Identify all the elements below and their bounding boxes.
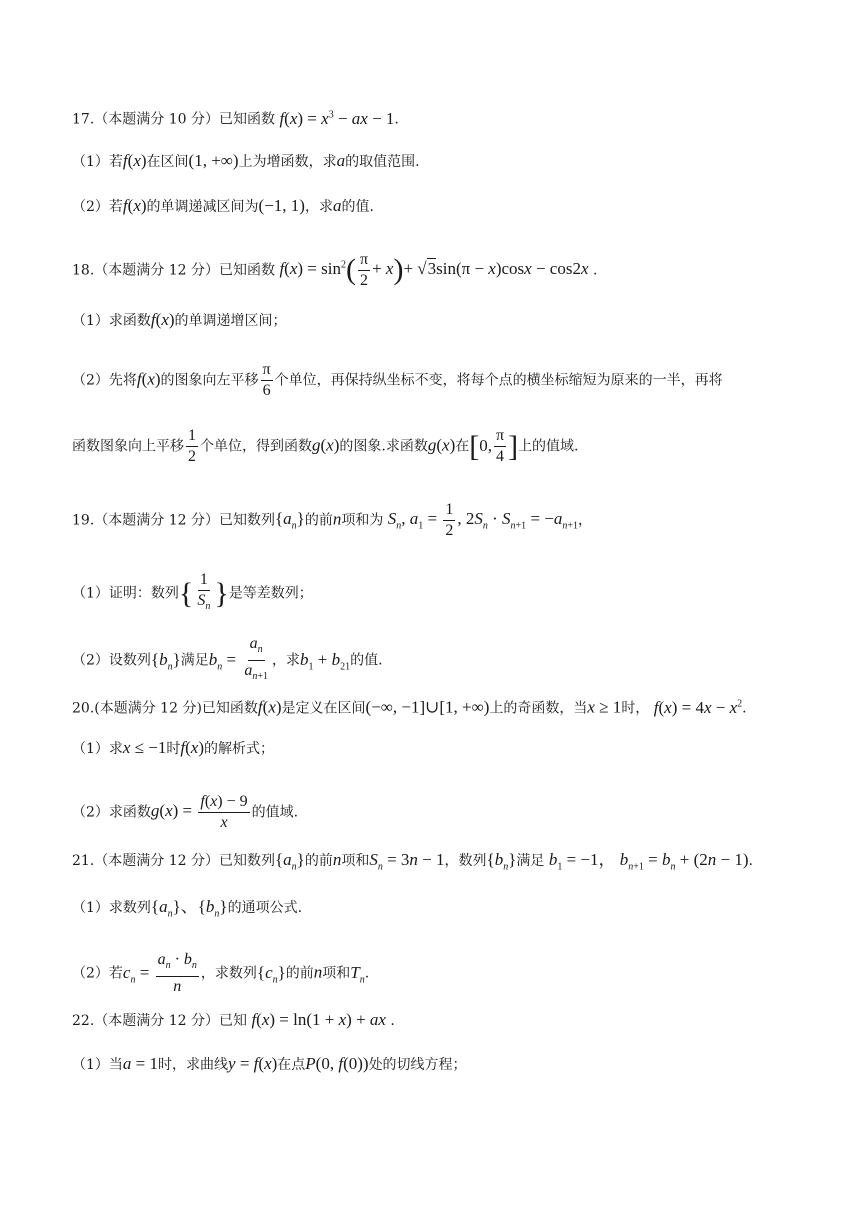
problem-21-part-1: （1）求数列$\{a_n\}$、$\{b_n\}$的通项公式. bbox=[72, 897, 303, 920]
problem-18-part-2: （2）先将f(x)的图象向左平移 $\frac{\pi}{6}$ 个单位，再保持纵坐标不变，将每个点的横坐标缩短为原来的一半，再将 bbox=[72, 361, 723, 399]
problem-17-part-1: （1）若f(x)在区间(1, +∞)上为增函数，求a的取值范围. bbox=[72, 151, 420, 170]
problem-17-header: 17.（本题满分 10 分）已知函数 $f(x) = x^3$ − ax − 1. bbox=[72, 108, 399, 128]
problem-21-part-2: （2）若$c_n$ = $\frac{a_n \cdot b_n}{n}$ ，求数列$\{c_n\}$的前n项和$T_n$. bbox=[72, 951, 370, 996]
problem-17-part-2: （2）若f(x)的单调递减区间为(−1, 1)，求a的值. bbox=[72, 196, 374, 215]
problem-22-part-1: （1）当a = 1时，求曲线y = f(x)在点P(0, f(0))处的切线方程； bbox=[72, 1054, 467, 1073]
problem-20-part-1: （1）求x ≤ −1时f(x)的解析式； bbox=[72, 738, 275, 757]
math-formula: f(x) = ln(1 + x) + ax bbox=[251, 1010, 386, 1029]
math-formula: $f(x) = 4x - x^2$ bbox=[653, 697, 743, 717]
math-formula: $f(x) = x^3$ − ax − 1 bbox=[279, 108, 395, 128]
math-formula: $S_n$, $a_1$ = $\frac{1}{2}$ , $2S_n \cdot S_{n+1} = -a_{n+1}$ bbox=[387, 501, 579, 539]
problem-20-part-2: （2）求函数g(x) = $\frac{f(x) - 9}{x}$ 的值域. bbox=[72, 793, 299, 831]
problem-20-header: 20.(本题满分 12 分)已知函数f(x)是定义在区间(−∞, −1]∪[1, +∞)上的奇函数，当x ≥ 1时， $f(x) = 4x - x^2$. bbox=[72, 697, 747, 717]
problem-19-header: 19.（本题满分 12 分）已知数列$\{a_n\}$的前n项和为 $S_n$, $a_1$ = $\frac{1}{2}$ , $2S_n \cdot S_{n+1} = -a_{n+1}$， bbox=[72, 501, 593, 539]
problem-19-part-2: （2）设数列$\{b_n\}$满足$b_n$ = $\frac{a_n}{a_{n+1}}$ ，求$b_1 + b_{21}$的值. bbox=[72, 635, 383, 683]
problem-21-header: 21.（本题满分 12 分）已知数列$\{a_n\}$的前n项和$S_n = 3n - 1$，数列$\{b_n\}$满足 $b_1 = -1$， $b_{n+1} = b_n + (2n - 1)$. bbox=[72, 850, 753, 873]
math-formula: $b_1 = -1$， $b_{n+1} = b_n + (2n - 1)$ bbox=[548, 850, 749, 873]
problem-18-header: 18.（本题满分 12 分）已知函数 $f(x) = \sin^2$( $\frac{\pi}{2}$ + x)+ √3sin(π − x)cosx − cos2x . bbox=[72, 251, 598, 289]
problem-18-part-2-cont: 函数图象向上平移 $\frac{1}{2}$ 个单位，得到函数g(x)的图象.求函数g(x)在[0, $\frac{\pi}{4}$ ]上的值域. bbox=[72, 427, 579, 466]
problem-22-header: 22.（本题满分 12 分）已知 f(x) = ln(1 + x) + ax . bbox=[72, 1010, 395, 1029]
math-formula: $f(x) = \sin^2$( $\frac{\pi}{2}$ + x)+ √3sin(π − x)cosx − cos2x bbox=[279, 251, 589, 289]
problem-19-part-1: （1）证明：数列{ $\frac{1}{S_n}$ }是等差数列； bbox=[72, 571, 313, 613]
problem-18-part-1: （1）求函数f(x)的单调递增区间； bbox=[72, 310, 287, 329]
